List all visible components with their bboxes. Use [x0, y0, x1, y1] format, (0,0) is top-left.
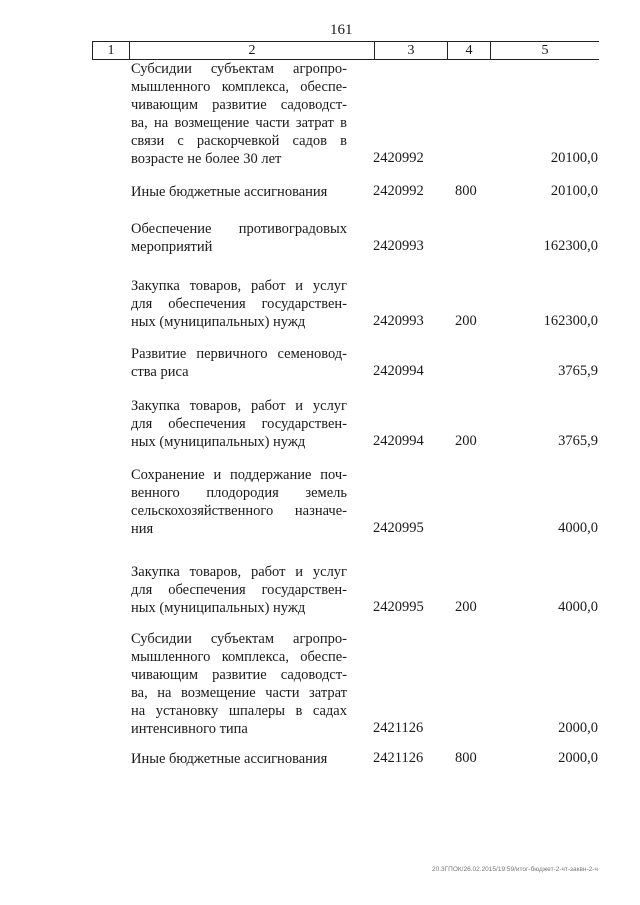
description-line: ства риса [131, 364, 189, 380]
row-code: 2420993 [373, 238, 424, 254]
header-col-2: 2 [248, 43, 256, 58]
row-amount: 162300,0 [543, 313, 598, 329]
description-line: Развитие первичного семеновод- [131, 346, 347, 362]
description-line: ва, на возмещение части затрат [131, 685, 347, 701]
description-line: Субсидии субъектам агропро- [131, 631, 347, 647]
row-code: 2420995 [373, 599, 424, 615]
description-line: ных (муниципальных) нужд [131, 434, 306, 450]
description-line: Сохранение и поддержание поч- [131, 467, 347, 483]
row-code: 2420994 [373, 363, 424, 379]
row-amount: 3765,9 [558, 363, 598, 379]
description-line: ных (муниципальных) нужд [131, 600, 306, 616]
description-line: ных (муниципальных) нужд [131, 314, 306, 330]
row-amount: 20100,0 [550, 150, 598, 166]
row-code: 2420993 [373, 313, 424, 329]
description-line: связи с раскорчевкой садов в [131, 133, 347, 149]
description-line: Иные бюджетные ассигнования [131, 751, 328, 767]
row-amount: 20100,0 [550, 183, 598, 199]
row-description [131, 397, 347, 451]
row-type: 800 [455, 183, 477, 199]
row-type: 200 [455, 599, 477, 615]
footer-stamp: 20.3ГПОК/26.02.2015/19:59/итог-бюджет-2-чт-заквн-2-ч [432, 866, 598, 873]
description-line: чивающим развитие садоводст- [131, 667, 347, 683]
header-col-1: 1 [107, 43, 115, 58]
description-line: Закупка товаров, работ и услуг [131, 564, 347, 580]
description-line: мышленного комплекса, обеспе- [131, 79, 347, 95]
row-description [131, 630, 347, 738]
row-description [131, 750, 347, 768]
description-line: Обеспечение противоградовых [131, 221, 347, 237]
description-line: чивающим развитие садоводст- [131, 97, 347, 113]
row-code: 2421126 [373, 750, 424, 766]
row-type: 200 [455, 313, 477, 329]
row-type: 800 [455, 750, 477, 766]
row-amount: 2000,0 [558, 720, 598, 736]
description-line: возрасте не более 30 лет [131, 151, 282, 167]
description-line: для обеспечения государствен- [131, 296, 347, 312]
row-amount: 3765,9 [558, 433, 598, 449]
row-amount: 2000,0 [558, 750, 598, 766]
row-description [131, 220, 347, 256]
header-col-5: 5 [541, 43, 549, 58]
description-line: интенсивного типа [131, 721, 248, 737]
description-line: мышленного комплекса, обеспе- [131, 649, 347, 665]
description-line: венного плодородия земель [131, 485, 347, 501]
description-line: сельскохозяйственного назначе- [131, 503, 347, 519]
row-description [131, 563, 347, 617]
description-line: Иные бюджетные ассигнования [131, 184, 328, 200]
description-line: на установку шпалеры в садах [131, 703, 347, 719]
header-col-4: 4 [465, 43, 473, 58]
description-line: ния [131, 521, 154, 537]
row-description [131, 345, 347, 381]
description-line: Субсидии субъектам агропро- [131, 61, 347, 77]
row-type: 200 [455, 433, 477, 449]
row-code: 2421126 [373, 720, 424, 736]
row-amount: 4000,0 [558, 599, 598, 615]
row-code: 2420992 [373, 183, 424, 199]
row-code: 2420992 [373, 150, 424, 166]
row-description [131, 183, 347, 201]
row-amount: 162300,0 [543, 238, 598, 254]
row-description [131, 60, 347, 168]
page-number: 161 [330, 22, 353, 38]
description-line: Закупка товаров, работ и услуг [131, 278, 347, 294]
description-line: для обеспечения государствен- [131, 582, 347, 598]
row-description [131, 277, 347, 331]
header-col-3: 3 [407, 43, 415, 58]
description-line: ва, на возмещение части затрат в [131, 115, 347, 131]
row-description [131, 466, 347, 538]
description-line: для обеспечения государствен- [131, 416, 347, 432]
row-amount: 4000,0 [558, 520, 598, 536]
row-code: 2420994 [373, 433, 424, 449]
description-line: мероприятий [131, 239, 213, 255]
description-line: Закупка товаров, работ и услуг [131, 398, 347, 414]
table-header [92, 41, 599, 60]
row-code: 2420995 [373, 520, 424, 536]
